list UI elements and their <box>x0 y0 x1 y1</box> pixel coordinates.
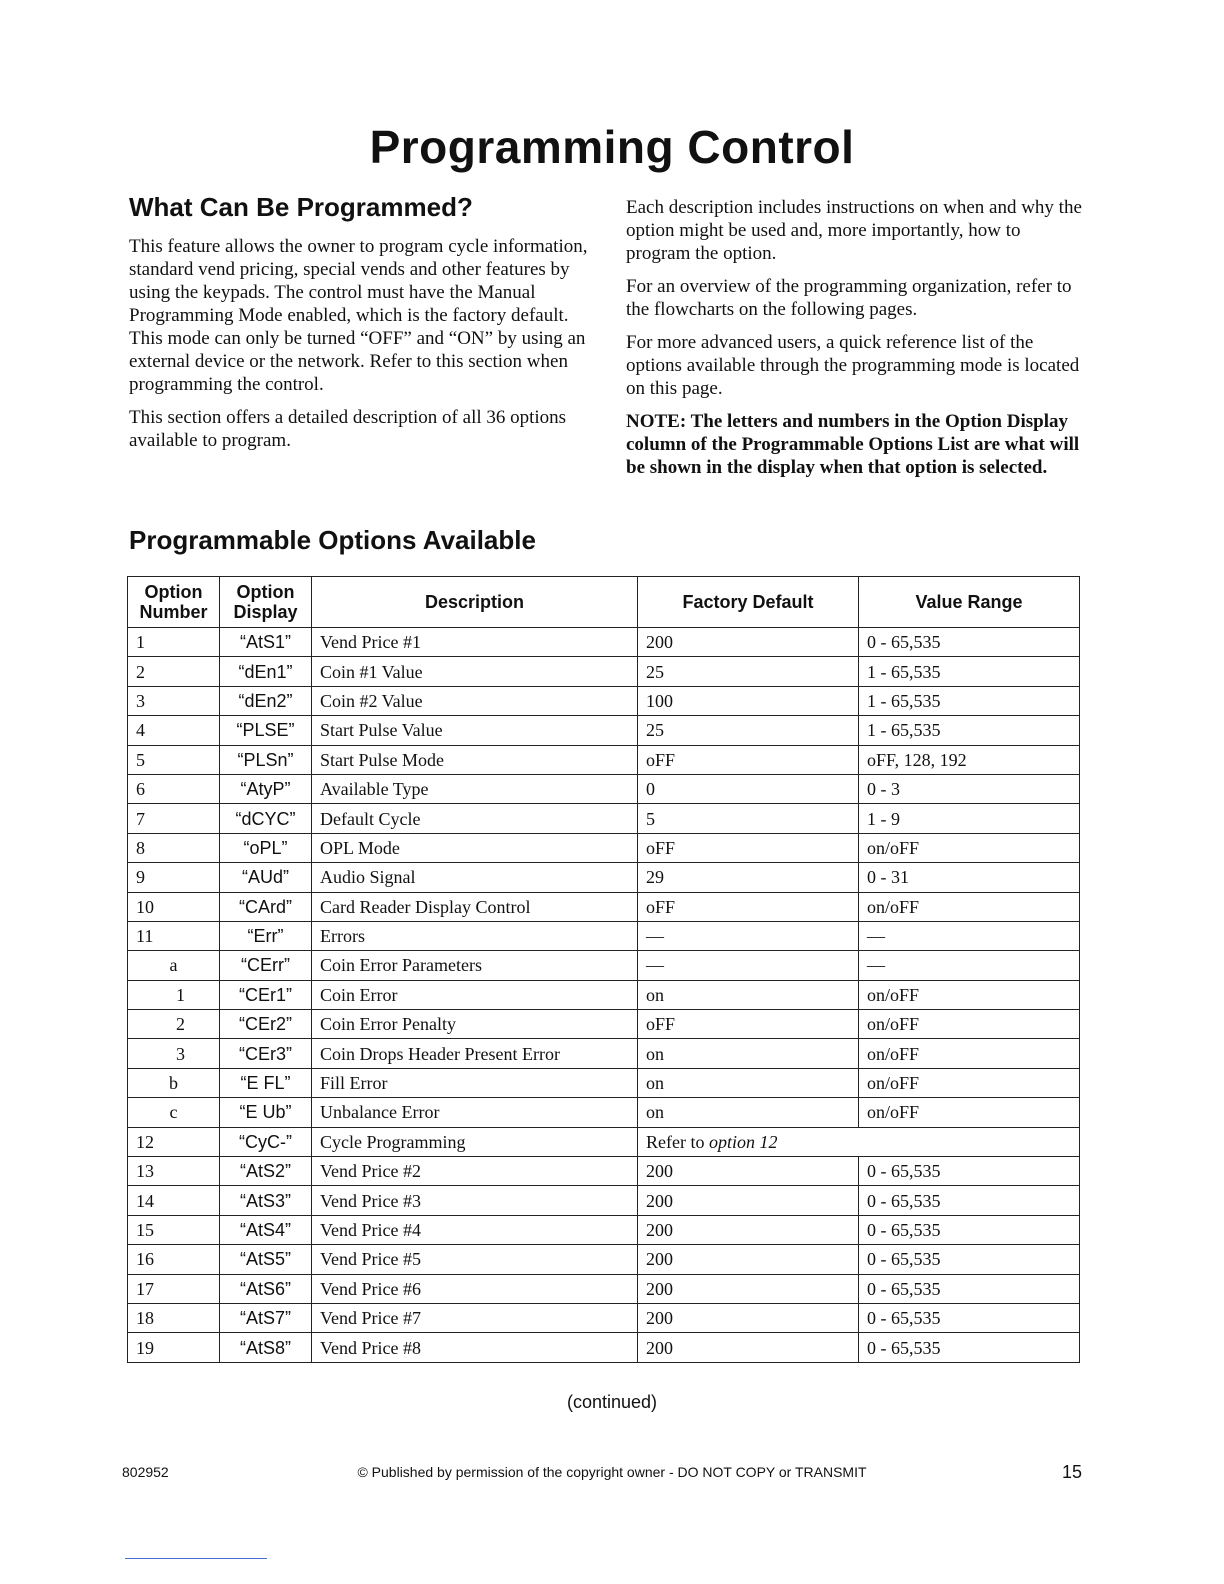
table-row <box>128 628 1080 657</box>
factory-default-cell: 25 <box>638 716 859 745</box>
right-column <box>626 196 1086 489</box>
description-cell: Vend Price #1 <box>312 628 638 657</box>
description-cell: Available Type <box>312 774 638 803</box>
factory-default-cell: on <box>638 1039 859 1068</box>
description-cell: Start Pulse Mode <box>312 745 638 774</box>
option-display-cell: “CyC-” <box>220 1127 312 1156</box>
value-range-cell: oFF, 128, 192 <box>859 745 1080 774</box>
description-cell: Vend Price #2 <box>312 1157 638 1186</box>
factory-default-cell: — <box>638 921 859 950</box>
description-cell: Cycle Programming <box>312 1127 638 1156</box>
option-number-cell: 4 <box>128 716 220 745</box>
option-display-cell: “oPL” <box>220 833 312 862</box>
document-number: 802952 <box>122 1464 169 1480</box>
factory-default-cell: 200 <box>638 1303 859 1332</box>
factory-default-cell: 100 <box>638 686 859 715</box>
value-range-cell: 0 - 3 <box>859 774 1080 803</box>
option-display-cell: “AtS2” <box>220 1157 312 1186</box>
table-row <box>128 1127 1080 1156</box>
footnote-rule <box>125 1558 267 1559</box>
description-cell: Coin #2 Value <box>312 686 638 715</box>
option-number-cell: 11 <box>128 921 220 950</box>
table-row <box>128 1186 1080 1215</box>
value-range-cell: 0 - 65,535 <box>859 1245 1080 1274</box>
description-cell: Unbalance Error <box>312 1098 638 1127</box>
factory-default-cell: 0 <box>638 774 859 803</box>
factory-default-cell: — <box>638 951 859 980</box>
option-display-cell: “CErr” <box>220 951 312 980</box>
description-cell: OPL Mode <box>312 833 638 862</box>
table-row <box>128 657 1080 686</box>
header-option-number: Option Number <box>128 577 220 628</box>
description-cell: Coin Error Penalty <box>312 1010 638 1039</box>
option-number-cell: 19 <box>128 1333 220 1362</box>
option-display-cell: “AtS4” <box>220 1215 312 1244</box>
header-option-display: Option Display <box>220 577 312 628</box>
factory-default-cell: 200 <box>638 1245 859 1274</box>
option-reference: option 12 <box>708 1131 778 1152</box>
option-display-cell: “AtS1” <box>220 628 312 657</box>
option-number-cell: 17 <box>128 1274 220 1303</box>
option-display-cell: “dEn2” <box>220 686 312 715</box>
header-description: Description <box>312 577 638 628</box>
table-row <box>128 1274 1080 1303</box>
description-cell: Errors <box>312 921 638 950</box>
table-row <box>128 1068 1080 1097</box>
option-display-cell: “dEn1” <box>220 657 312 686</box>
value-range-cell: 0 - 31 <box>859 863 1080 892</box>
table-header-row <box>128 577 1080 628</box>
option-number-cell: 2 <box>128 1010 220 1039</box>
table-row <box>128 951 1080 980</box>
description-cell: Vend Price #4 <box>312 1215 638 1244</box>
option-display-cell: “AtS6” <box>220 1274 312 1303</box>
option-number-cell: a <box>128 951 220 980</box>
table-row <box>128 1245 1080 1274</box>
option-display-cell: “AtS8” <box>220 1333 312 1362</box>
factory-default-cell: 200 <box>638 1274 859 1303</box>
option-number-cell: 16 <box>128 1245 220 1274</box>
advanced-users-paragraph: For more advanced users, a quick reference list of the options available through the programming mode is located on this page. <box>626 332 1080 399</box>
option-number-cell: 9 <box>128 863 220 892</box>
option-number-cell: b <box>128 1068 220 1097</box>
value-range-cell: on/oFF <box>859 980 1080 1009</box>
option-display-cell: “E Ub” <box>220 1098 312 1127</box>
option-number-cell: 3 <box>128 686 220 715</box>
programmable-options-table <box>127 576 1080 1363</box>
option-display-cell: “AtS7” <box>220 1303 312 1332</box>
description-cell: Coin Error <box>312 980 638 1009</box>
value-range-cell: 0 - 65,535 <box>859 1215 1080 1244</box>
value-range-cell: on/oFF <box>859 1039 1080 1068</box>
option-number-cell: 18 <box>128 1303 220 1332</box>
option-number-cell: c <box>128 1098 220 1127</box>
value-range-cell: 0 - 65,535 <box>859 1274 1080 1303</box>
description-cell: Card Reader Display Control <box>312 892 638 921</box>
options-count-paragraph: This section offers a detailed description of all 36 options available to program. <box>129 407 567 451</box>
option-number-cell: 12 <box>128 1127 220 1156</box>
option-display-cell: “CEr2” <box>220 1010 312 1039</box>
option-display-cell: “Err” <box>220 921 312 950</box>
description-cell: Coin Drops Header Present Error <box>312 1039 638 1068</box>
factory-default-cell: 5 <box>638 804 859 833</box>
option-number-cell: 7 <box>128 804 220 833</box>
option-number-cell: 2 <box>128 657 220 686</box>
factory-default-cell: oFF <box>638 833 859 862</box>
option-number-cell: 1 <box>128 980 220 1009</box>
table-row <box>128 921 1080 950</box>
option-display-cell: “E FL” <box>220 1068 312 1097</box>
description-cell: Default Cycle <box>312 804 638 833</box>
option-display-cell: “AtS3” <box>220 1186 312 1215</box>
option-number-cell: 3 <box>128 1039 220 1068</box>
value-range-cell: on/oFF <box>859 833 1080 862</box>
value-range-cell: — <box>859 921 1080 950</box>
description-cell: Vend Price #5 <box>312 1245 638 1274</box>
option-display-cell: “dCYC” <box>220 804 312 833</box>
value-range-cell: on/oFF <box>859 1098 1080 1127</box>
option-number-cell: 6 <box>128 774 220 803</box>
value-range-cell: 1 - 65,535 <box>859 657 1080 686</box>
value-range-cell: on/oFF <box>859 892 1080 921</box>
factory-default-cell: oFF <box>638 745 859 774</box>
option-number-cell: 14 <box>128 1186 220 1215</box>
factory-default-cell: on <box>638 1098 859 1127</box>
table-row <box>128 892 1080 921</box>
description-cell: Audio Signal <box>312 863 638 892</box>
table-row <box>128 1215 1080 1244</box>
option-display-cell: “CArd” <box>220 892 312 921</box>
factory-default-cell: 200 <box>638 1215 859 1244</box>
factory-default-cell: 200 <box>638 1333 859 1362</box>
table-row <box>128 1303 1080 1332</box>
factory-default-cell: 200 <box>638 1157 859 1186</box>
table-row <box>128 804 1080 833</box>
value-range-cell: 0 - 65,535 <box>859 1303 1080 1332</box>
factory-default-cell: on <box>638 980 859 1009</box>
description-cell: Vend Price #7 <box>312 1303 638 1332</box>
value-range-cell: 0 - 65,535 <box>859 1333 1080 1362</box>
table-row <box>128 774 1080 803</box>
option-display-cell: “AtS5” <box>220 1245 312 1274</box>
page-title: Programming Control <box>369 121 855 173</box>
table-row <box>128 863 1080 892</box>
left-column <box>129 192 589 462</box>
table-row <box>128 980 1080 1009</box>
note-paragraph: NOTE: The letters and numbers in the Option Display column of the Programmable Options List are what will be shown in the display when that option is selected. <box>626 411 1080 478</box>
table-row <box>128 686 1080 715</box>
header-value-range: Value Range <box>859 577 1080 628</box>
table-body <box>128 628 1080 1363</box>
value-range-cell: 1 - 65,535 <box>859 686 1080 715</box>
section-heading-options-available: Programmable Options Available <box>129 525 536 555</box>
option-display-cell: “AtyP” <box>220 774 312 803</box>
table-row <box>128 1098 1080 1127</box>
description-cell: Coin #1 Value <box>312 657 638 686</box>
page-number: 15 <box>1062 1462 1083 1482</box>
option-number-cell: 5 <box>128 745 220 774</box>
description-cell: Coin Error Parameters <box>312 951 638 980</box>
option-display-cell: “CEr3” <box>220 1039 312 1068</box>
option-number-cell: 15 <box>128 1215 220 1244</box>
table-row <box>128 1157 1080 1186</box>
factory-default-cell: 29 <box>638 863 859 892</box>
overview-paragraph: For an overview of the programming organization, refer to the flowcharts on the following pages. <box>626 276 1072 320</box>
option-display-cell: “CEr1” <box>220 980 312 1009</box>
description-cell: Fill Error <box>312 1068 638 1097</box>
factory-default-cell: oFF <box>638 892 859 921</box>
value-range-cell: 0 - 65,535 <box>859 1157 1080 1186</box>
factory-default-cell <box>638 1127 1080 1156</box>
table-row <box>128 1333 1080 1362</box>
table-row <box>128 833 1080 862</box>
value-range-cell: 0 - 65,535 <box>859 1186 1080 1215</box>
description-cell: Vend Price #3 <box>312 1186 638 1215</box>
option-display-cell: “PLSn” <box>220 745 312 774</box>
factory-default-cell: 200 <box>638 1186 859 1215</box>
option-number-cell: 10 <box>128 892 220 921</box>
factory-default-cell: 25 <box>638 657 859 686</box>
table-row <box>128 716 1080 745</box>
table-row <box>128 1039 1080 1068</box>
value-range-cell: 1 - 65,535 <box>859 716 1080 745</box>
factory-default-cell: 200 <box>638 628 859 657</box>
copyright-notice: © Published by permission of the copyright owner - DO NOT COPY or TRANSMIT <box>357 1464 867 1480</box>
refer-to-text: Refer to <box>646 1131 709 1152</box>
option-number-cell: 1 <box>128 628 220 657</box>
table-row <box>128 1010 1080 1039</box>
factory-default-cell: oFF <box>638 1010 859 1039</box>
factory-default-cell: on <box>638 1068 859 1097</box>
option-display-cell: “AUd” <box>220 863 312 892</box>
option-number-cell: 13 <box>128 1157 220 1186</box>
value-range-cell: 0 - 65,535 <box>859 628 1080 657</box>
description-cell: Vend Price #6 <box>312 1274 638 1303</box>
table-row <box>128 745 1080 774</box>
value-range-cell: on/oFF <box>859 1010 1080 1039</box>
intro-paragraph: This feature allows the owner to program cycle information, standard vend pricing, special vends and other features by using the keypads. The control must have the Manual Programming Mode enabled, which is the factory default. This mode can only be turned “OFF” and “ON” by using an external device or the network. Refer to this section when programming the control. <box>129 236 588 395</box>
value-range-cell: on/oFF <box>859 1068 1080 1097</box>
description-cell: Start Pulse Value <box>312 716 638 745</box>
description-paragraph: Each description includes instructions on when and why the option might be used and, more importantly, how to program the option. <box>626 197 1082 264</box>
option-number-cell: 8 <box>128 833 220 862</box>
header-factory-default: Factory Default <box>638 577 859 628</box>
section-heading-what-can-be-programmed: What Can Be Programmed? <box>129 192 473 222</box>
value-range-cell: — <box>859 951 1080 980</box>
description-cell: Vend Price #8 <box>312 1333 638 1362</box>
option-display-cell: “PLSE” <box>220 716 312 745</box>
value-range-cell: 1 - 9 <box>859 804 1080 833</box>
continued-label: (continued) <box>566 1392 658 1412</box>
